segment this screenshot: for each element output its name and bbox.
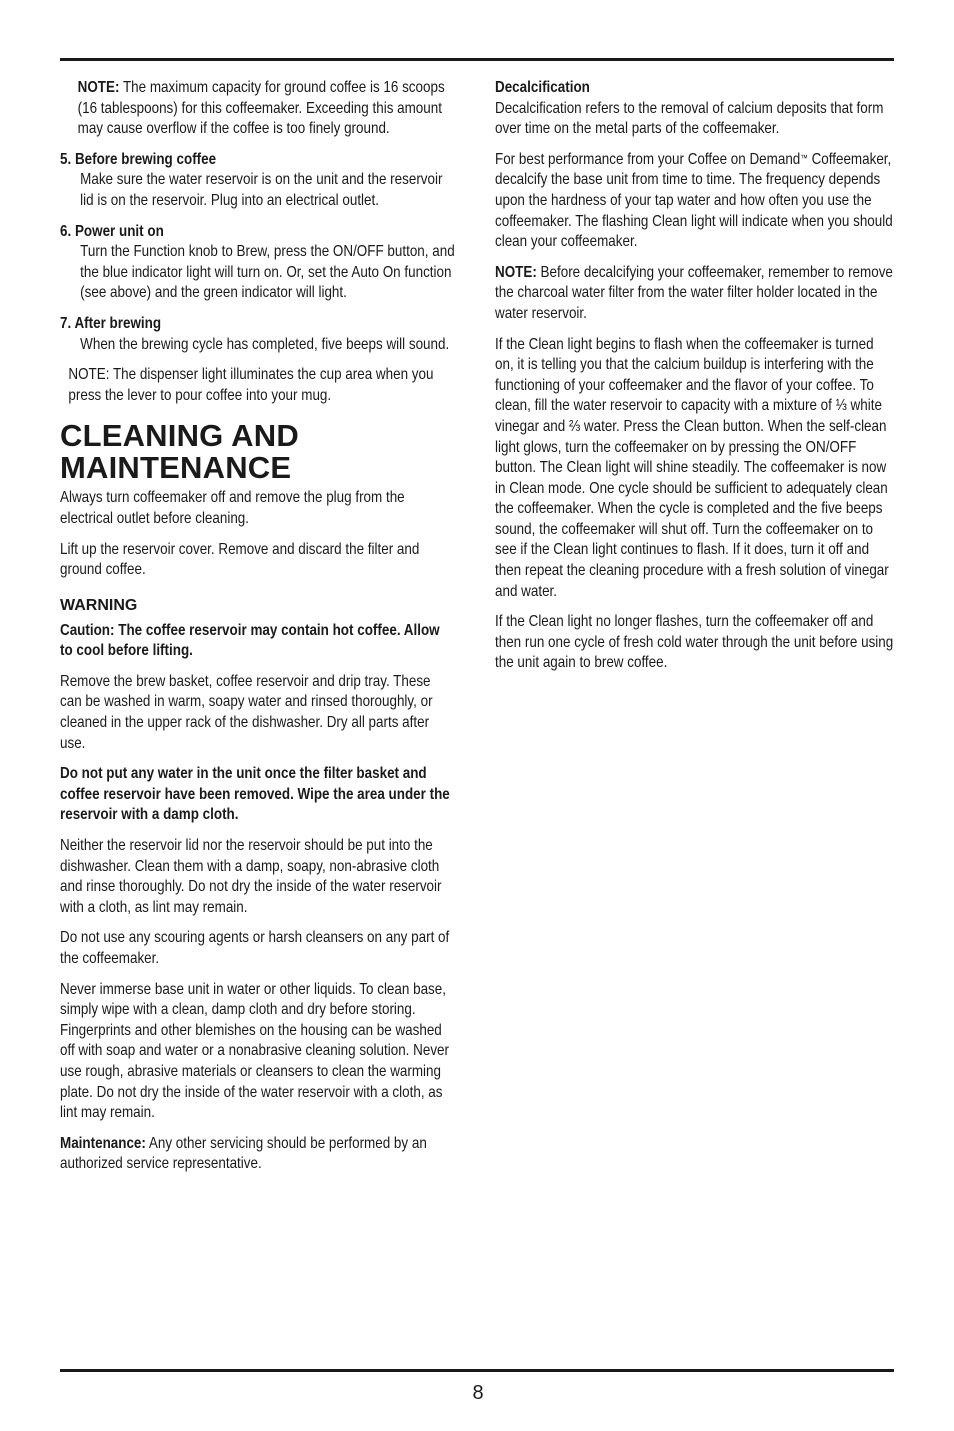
warning-heading: WARNING [60, 596, 138, 614]
capacity-note [60, 78, 456, 140]
step-after-brewing [60, 314, 456, 355]
step-body: Turn the Function knob to Brew, press the ON/OFF button, and the blue indicator light will turn on. Or, set the Auto On function (see above) and the green indicator will light. [80, 243, 455, 302]
maintenance-text: Any other servicing should be performed by an authorized service representative. [60, 1134, 427, 1173]
note-label: NOTE: [495, 263, 537, 281]
decalcification-title: Decalcification [495, 79, 590, 96]
note-text: Before decalcifying your coffeemaker, remember to remove the charcoal water filter from the water filter holder located in the water reservoir. [495, 263, 893, 322]
paragraph-no-dishwasher: Neither the reservoir lid nor the reservoir should be put into the dishwasher. Clean them with a damp, soapy, non-abrasive cloth and rinse thoroughly. Do not dry the inside of the water reservoir with a cloth, as lint may remain. [60, 837, 442, 916]
step-title: 5. Before brewing coffee [60, 150, 217, 168]
top-rule [60, 58, 894, 61]
step-body: Make sure the water reservoir is on the unit and the reservoir lid is on the reservoir. Plug into an electrical outlet. [80, 171, 443, 209]
step-body: When the brewing cycle has completed, five beeps will sound. [80, 335, 450, 353]
section-heading: CLEANING AND MAINTENANCE [60, 418, 299, 486]
left-column [60, 78, 456, 1185]
decalcification-text: Decalcification refers to the removal of calcium deposits that form over time on the metal parts of the coffeemaker. [495, 99, 884, 138]
step-before-brewing [60, 150, 456, 212]
caution-text: Caution: The coffee reservoir may contain hot coffee. Allow to cool before lifting. [60, 621, 440, 660]
step-title: 7. After brewing [60, 314, 162, 332]
decalcify-note [495, 263, 895, 325]
paragraph-best-performance [495, 150, 895, 253]
best-performance-text-a: For best performance from your Coffee on Demand [495, 150, 801, 168]
paragraph-base-cleaning: Never immerse base unit in water or other liquids. To clean base, simply wipe with a clean, damp cloth and dry before storing. Fingerprints and other blemishes on the housing can be washed off with soap and water or a nonabrasive cleaning solution. Never use rough, abrasive materials or cleansers to clean the warming plate. Do not dry the inside of the water reservoir with a cloth, as lint may remain. [60, 980, 449, 1122]
note-text: The maximum capacity for ground coffee is 16 scoops (16 tablespoons) for this coffeemaker. Exceeding this amount may cause overflow if the coffee is too finely ground. [77, 79, 445, 138]
paragraph-clean-procedure: If the Clean light begins to flash when the coffeemaker is turned on, it is telling you that the calcium buildup is interfering with the functioning of your coffeemaker and the flavor of your coffee. To clean, fill the water reservoir to capacity with a mixture of ⅓ white vinegar and ⅔ water. Press the Clean button. When the self-clean light glows, turn the coffeemaker on by pressing the ON/OFF button. The Clean light will shine steadily. The coffeemaker is now in Clean mode. One cycle should be sufficient to adequately clean the coffeemaker. When the cycle is completed and the five beeps sound, the coffeemaker will shut off. Turn the coffeemaker on to see if the Clean light continues to flash. If it does, turn it off and then repeat the cleaning procedure with a fresh solution of vinegar and water. [495, 335, 889, 600]
step-title: 6. Power unit on [60, 222, 164, 240]
maintenance-label: Maintenance: [60, 1134, 146, 1152]
paragraph-wash-parts: Remove the brew basket, coffee reservoir and drip tray. These can be washed in warm, soapy water and rinsed thoroughly, or cleaned in the upper rack of the dishwasher. Dry all parts after use. [60, 672, 433, 752]
paragraph-reservoir-cover: Lift up the reservoir cover. Remove and discard the filter and ground coffee. [60, 540, 420, 579]
decalcification-section [495, 78, 895, 140]
paragraph-no-scouring: Do not use any scouring agents or harsh cleansers on any part of the coffeemaker. [60, 929, 450, 967]
dispenser-light-note: NOTE: The dispenser light illuminates the cup area when you press the lever to pour coffee into your mug. [68, 366, 434, 404]
page-number: 8 [472, 1382, 484, 1404]
step-power-unit-on [60, 222, 456, 304]
warning-no-water: Do not put any water in the unit once the filter basket and coffee reservoir have been removed. Wipe the area under the reservoir with a damp cloth. [60, 765, 450, 824]
right-column [495, 78, 895, 684]
paragraph-after-clean: If the Clean light no longer flashes, turn the coffeemaker off and then run one cycle of fresh cold water through the unit before using the unit again to brew coffee. [495, 613, 894, 672]
trademark-symbol: ™ [800, 152, 808, 163]
paragraph-unplug: Always turn coffeemaker off and remove the plug from the electrical outlet before cleaning. [60, 489, 405, 527]
paragraph-maintenance [60, 1134, 456, 1175]
best-performance-text-b: Coffeemaker, decalcify the base unit from time to time. The frequency depends upon the hardness of your tap water and how often you use the coffeemaker. The flashing Clean light will indicate when you should clean your coffeemaker. [495, 150, 893, 251]
bottom-rule [60, 1369, 894, 1372]
note-label: NOTE: [77, 79, 120, 96]
